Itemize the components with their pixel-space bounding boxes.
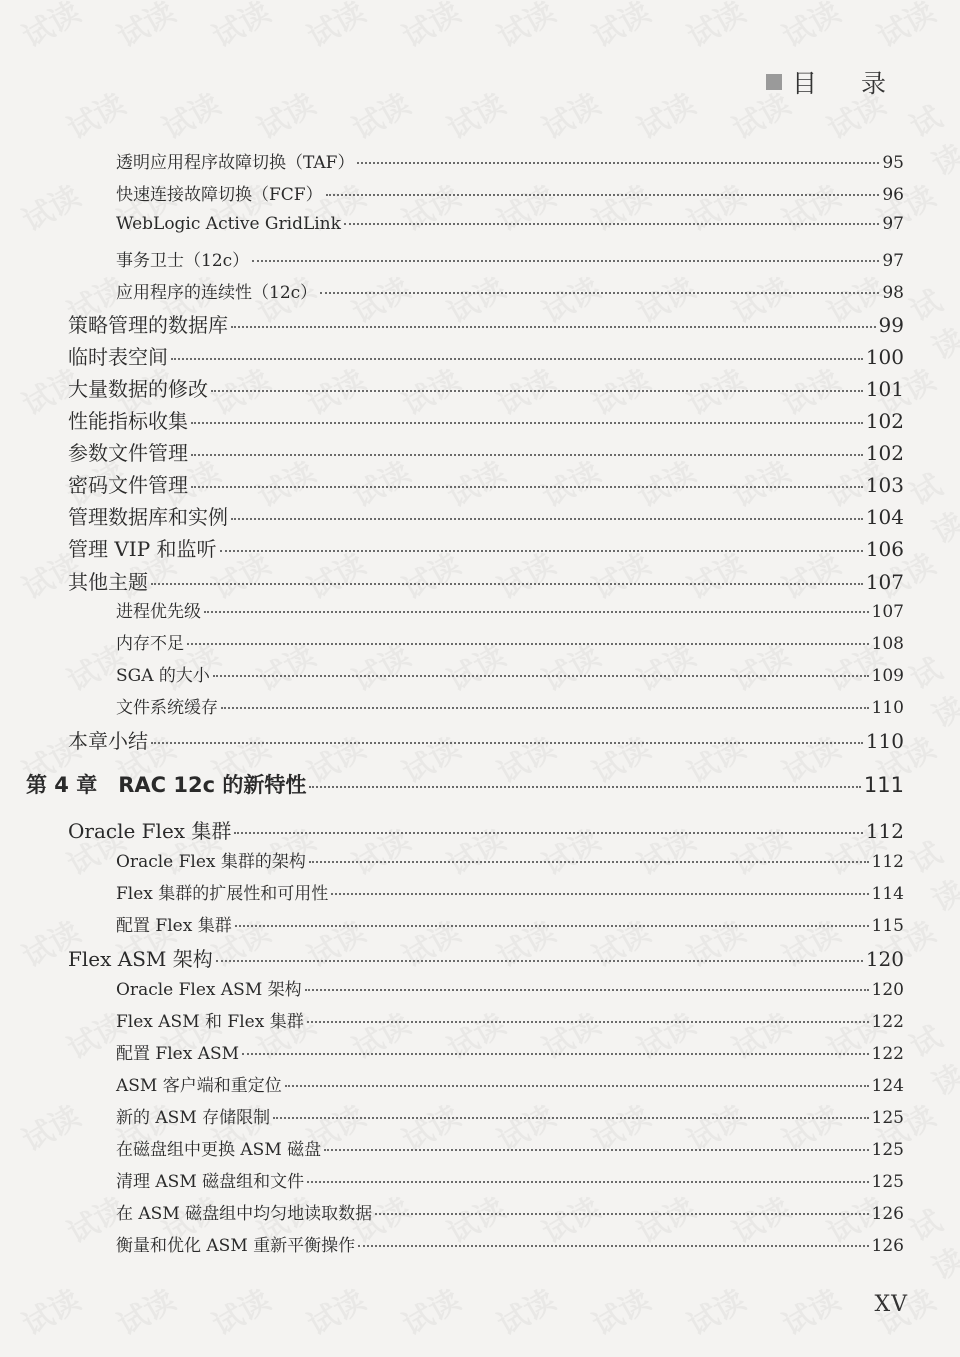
toc-entry[interactable] xyxy=(116,597,904,622)
toc-entry-title: Flex ASM 架构 xyxy=(68,947,213,971)
toc-entry-title: Oracle Flex 集群 xyxy=(68,819,232,843)
toc-entry-title: 清理 ASM 磁盘组和文件 xyxy=(116,1172,305,1192)
watermark-mark xyxy=(488,0,562,56)
toc-entry-page: 125 xyxy=(871,1108,904,1128)
toc-entry-page: 120 xyxy=(865,947,904,971)
toc-entry-title: Flex 集群的扩展性和可用性 xyxy=(116,884,329,904)
dot-leader xyxy=(231,518,863,520)
toc-entry-page: 126 xyxy=(871,1204,904,1224)
watermark-mark xyxy=(901,456,960,552)
toc-entry-page: 114 xyxy=(871,884,904,904)
dot-leader xyxy=(187,643,869,645)
toc-entry-page: 96 xyxy=(882,185,904,205)
dot-leader xyxy=(231,326,876,328)
watermark-mark xyxy=(773,1276,847,1344)
watermark-mark xyxy=(901,88,960,184)
toc-entry-title: 快速连接故障切换（FCF） xyxy=(116,185,323,205)
toc-entry[interactable] xyxy=(116,1071,904,1096)
toc-entry-title: Flex ASM 和 Flex 集群 xyxy=(116,1012,304,1032)
toc-entry-page: 125 xyxy=(871,1140,904,1160)
watermark-mark xyxy=(901,1008,960,1104)
dot-leader xyxy=(213,675,869,677)
toc-entry[interactable] xyxy=(68,405,904,434)
toc-entry[interactable] xyxy=(68,501,904,530)
dot-leader xyxy=(331,893,868,895)
toc-entry[interactable] xyxy=(68,943,904,972)
toc-entry-title: 临时表空间 xyxy=(68,345,168,369)
toc-entry-page: 107 xyxy=(871,602,904,622)
toc-entry-title: SGA 的大小 xyxy=(116,666,210,686)
dot-leader xyxy=(357,162,879,164)
dot-leader xyxy=(273,1117,868,1119)
toc-entry-page: 120 xyxy=(871,980,904,1000)
toc-entry-title: Oracle Flex ASM 架构 xyxy=(116,980,302,1000)
watermark-mark xyxy=(901,1192,960,1288)
toc-entry-page: 126 xyxy=(871,1236,904,1256)
watermark-mark xyxy=(583,0,657,56)
toc-entry-title: 透明应用程序故障切换（TAF） xyxy=(116,153,355,173)
header-title: 目 录 xyxy=(792,69,904,98)
watermark-mark xyxy=(298,0,372,56)
watermark-mark xyxy=(13,0,87,56)
watermark-mark xyxy=(108,1276,182,1344)
toc-entry[interactable] xyxy=(116,1231,904,1256)
watermark-mark xyxy=(533,80,607,148)
dot-leader xyxy=(305,989,869,991)
toc-entry-title: 大量数据的修改 xyxy=(68,377,208,401)
toc-entry-page: 107 xyxy=(865,570,904,594)
dot-leader xyxy=(220,550,863,552)
toc-entry-title: 参数文件管理 xyxy=(68,441,188,465)
toc-entry-page: 108 xyxy=(871,634,904,654)
watermark-mark xyxy=(488,1276,562,1344)
toc-entry-title: 本章小结 xyxy=(68,729,148,753)
toc-entry-title: 应用程序的连续性（12c） xyxy=(116,283,318,303)
toc-entry[interactable] xyxy=(116,1199,904,1224)
toc-entry-title: 衡量和优化 ASM 重新平衡操作 xyxy=(116,1236,356,1256)
watermark-mark xyxy=(13,1276,87,1344)
toc-entry-title: 内存不足 xyxy=(116,634,184,654)
toc-entry[interactable] xyxy=(68,725,904,754)
toc-entry-page: 103 xyxy=(865,473,904,497)
dot-leader xyxy=(242,1053,869,1055)
dot-leader xyxy=(204,611,869,613)
toc-entry-title: 配置 Flex 集群 xyxy=(116,916,232,936)
toc-entry[interactable] xyxy=(116,975,904,1000)
toc-entry-page: 102 xyxy=(865,441,904,465)
watermark-mark xyxy=(868,0,942,56)
toc-entry[interactable] xyxy=(68,309,904,338)
dot-leader xyxy=(324,1149,868,1151)
toc-entry[interactable] xyxy=(68,437,904,466)
toc-entry-title: Oracle Flex 集群的架构 xyxy=(116,852,306,872)
toc-entry-page: 110 xyxy=(871,698,904,718)
toc-entry[interactable] xyxy=(116,1103,904,1128)
dot-leader xyxy=(151,742,863,744)
page-header xyxy=(766,64,904,100)
toc-entry[interactable] xyxy=(116,1039,904,1064)
toc-entry-page: 109 xyxy=(871,666,904,686)
toc-entry-page: 95 xyxy=(882,153,904,173)
toc-entry-title: 配置 Flex ASM xyxy=(116,1044,240,1064)
toc-entry-page: 100 xyxy=(865,345,904,369)
toc-entry-title: 文件系统缓存 xyxy=(116,698,218,718)
dot-leader xyxy=(344,223,879,225)
toc-entry-page: 110 xyxy=(865,729,904,753)
toc-entry-title: 性能指标收集 xyxy=(68,409,188,433)
watermark-mark xyxy=(901,824,960,920)
toc-entry-page: 97 xyxy=(882,214,904,234)
dot-leader xyxy=(375,1213,868,1215)
dot-leader xyxy=(171,358,863,360)
square-bullet-icon xyxy=(766,74,782,90)
toc-entry-page: 106 xyxy=(865,537,904,561)
toc-entry[interactable] xyxy=(116,148,904,173)
toc-entry[interactable] xyxy=(68,815,904,844)
watermark-mark xyxy=(248,80,322,148)
watermark-mark xyxy=(438,80,512,148)
watermark-mark xyxy=(583,1276,657,1344)
toc-entry-page: 112 xyxy=(871,852,904,872)
toc-entry-title: 在 ASM 磁盘组中均匀地读取数据 xyxy=(116,1204,373,1224)
toc-entry-page: 125 xyxy=(871,1172,904,1192)
watermark-mark xyxy=(678,1276,752,1344)
watermark-mark xyxy=(773,0,847,56)
dot-leader xyxy=(211,390,863,392)
toc-entry-page: 104 xyxy=(865,505,904,529)
watermark-mark xyxy=(13,172,87,240)
watermark-mark xyxy=(678,0,752,56)
toc-entry[interactable] xyxy=(116,1167,904,1192)
toc-entry-title: 管理 VIP 和监听 xyxy=(68,537,217,561)
toc-entry-page: 111 xyxy=(863,773,904,797)
toc-entry[interactable] xyxy=(116,180,904,205)
toc-entry-page: 98 xyxy=(882,283,904,303)
toc-entry[interactable] xyxy=(116,847,904,872)
toc-entry-title: 策略管理的数据库 xyxy=(68,313,228,337)
dot-leader xyxy=(307,1021,869,1023)
toc-entry-page: 99 xyxy=(878,313,904,337)
toc-entry[interactable] xyxy=(68,341,904,370)
dot-leader xyxy=(320,292,879,294)
toc-entry[interactable] xyxy=(116,879,904,904)
dot-leader xyxy=(309,861,869,863)
toc-entry-title: 事务卫士（12c） xyxy=(116,251,250,271)
dot-leader xyxy=(309,786,861,788)
toc-entry-title: 其他主题 xyxy=(68,570,148,594)
dot-leader xyxy=(216,960,863,962)
dot-leader xyxy=(191,486,863,488)
watermark-mark xyxy=(298,1276,372,1344)
dot-leader xyxy=(191,422,863,424)
page-number: XV xyxy=(874,1292,908,1317)
watermark-mark xyxy=(393,0,467,56)
dot-leader xyxy=(151,583,863,585)
toc-entry-title: ASM 客户端和重定位 xyxy=(116,1076,282,1096)
toc-entry-title: 管理数据库和实例 xyxy=(68,505,228,529)
toc-entry-title: 进程优先级 xyxy=(116,602,201,622)
toc-entry[interactable] xyxy=(116,1135,904,1160)
toc-entry-title: 密码文件管理 xyxy=(68,473,188,497)
watermark-mark xyxy=(343,80,417,148)
watermark-mark xyxy=(58,80,132,148)
toc-entry[interactable] xyxy=(116,629,904,654)
dot-leader xyxy=(326,194,880,196)
toc-entry-page: 97 xyxy=(882,251,904,271)
toc-entry[interactable] xyxy=(116,246,904,271)
watermark-mark xyxy=(108,0,182,56)
toc-entry[interactable] xyxy=(68,469,904,498)
watermark-mark xyxy=(901,272,960,368)
dot-leader xyxy=(307,1181,868,1183)
toc-entry-page: 102 xyxy=(865,409,904,433)
toc-entry-page: 122 xyxy=(871,1044,904,1064)
toc-entry[interactable] xyxy=(68,373,904,402)
dot-leader xyxy=(252,260,879,262)
toc-entry-page: 112 xyxy=(865,819,904,843)
toc-entry-page: 101 xyxy=(865,377,904,401)
dot-leader xyxy=(285,1085,869,1087)
watermark-mark xyxy=(203,1276,277,1344)
dot-leader xyxy=(358,1245,868,1247)
toc-entry-title: 第 4 章 RAC 12c 的新特性 xyxy=(26,773,307,797)
toc-entry[interactable] xyxy=(116,693,904,718)
toc-entry[interactable] xyxy=(116,1007,904,1032)
toc-entry[interactable] xyxy=(116,911,904,936)
toc-chapter-entry[interactable] xyxy=(26,769,904,799)
toc-entry[interactable] xyxy=(116,278,904,303)
watermark-mark xyxy=(203,0,277,56)
toc-entry[interactable] xyxy=(116,214,904,234)
toc-entry[interactable] xyxy=(68,533,904,562)
toc-entry[interactable] xyxy=(116,661,904,686)
toc-entry-title: 新的 ASM 存储限制 xyxy=(116,1108,271,1128)
dot-leader xyxy=(235,925,869,927)
watermark-mark xyxy=(13,1092,87,1160)
toc-entry-title: 在磁盘组中更换 ASM 磁盘 xyxy=(116,1140,322,1160)
watermark-mark xyxy=(901,640,960,736)
dot-leader xyxy=(234,832,862,834)
dot-leader xyxy=(221,707,869,709)
watermark-mark xyxy=(393,1276,467,1344)
toc-entry-page: 115 xyxy=(871,916,904,936)
toc-entry-page: 124 xyxy=(871,1076,904,1096)
dot-leader xyxy=(191,454,863,456)
toc-entry-page: 122 xyxy=(871,1012,904,1032)
toc-entry-title: WebLogic Active GridLink xyxy=(116,214,341,234)
watermark-mark xyxy=(153,80,227,148)
toc-entry[interactable] xyxy=(68,566,904,595)
watermark-mark xyxy=(628,80,702,148)
